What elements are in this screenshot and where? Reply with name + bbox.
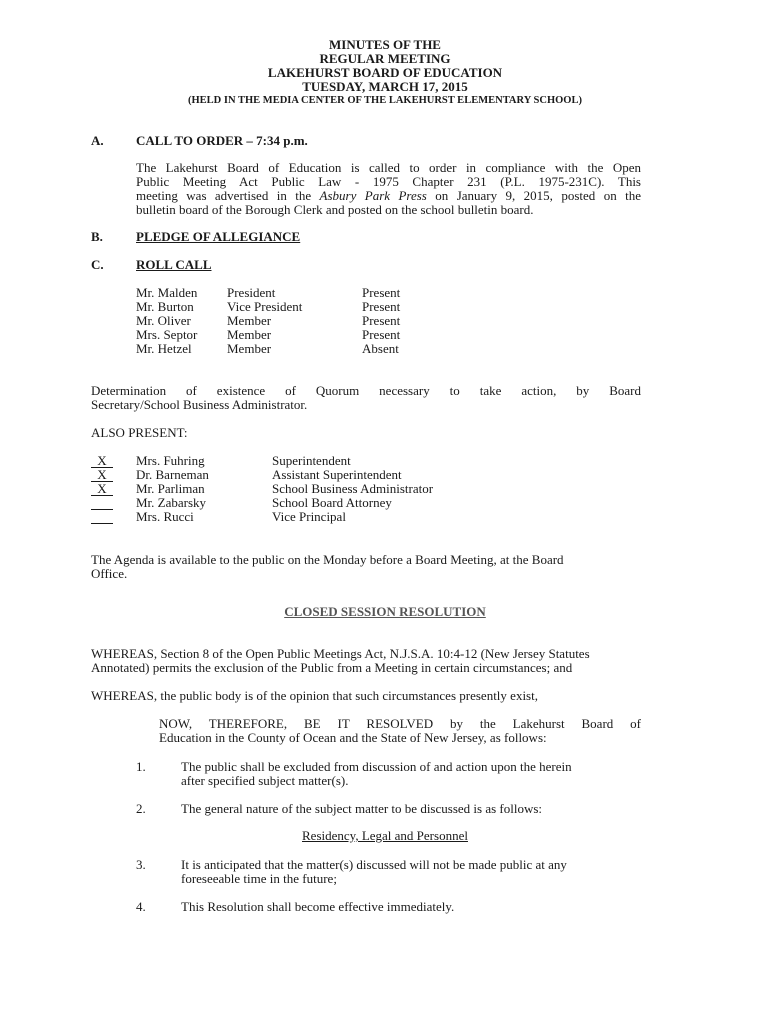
attendance-mark: X bbox=[91, 454, 113, 468]
also-present-row bbox=[0, 482, 770, 496]
whereas-1-line-1: WHEREAS, Section 8 of the Open Public Meetings Act, N.J.S.A. 10:4-12 (New Jersey Statutes bbox=[91, 646, 590, 661]
also-present-row bbox=[0, 468, 770, 482]
call-to-order-line-3-b: on January 9, 2015, posted on the bbox=[426, 188, 641, 203]
quorum-line-1: Determination of existence of Quorum necessary to take action, by Board bbox=[91, 383, 641, 398]
attendee-title: Superintendent bbox=[272, 453, 351, 468]
resolution-item-line-2: foreseeable time in the future; bbox=[181, 871, 337, 886]
attendee-name: Mrs. Fuhring bbox=[136, 453, 205, 468]
resolution-item-number: 4. bbox=[136, 899, 146, 914]
resolution-item-line-1: The public shall be excluded from discussion of and action upon the herein bbox=[181, 759, 572, 774]
roll-call-row bbox=[0, 342, 770, 356]
resolution-item-line-1: This Resolution shall become effective immediately. bbox=[181, 899, 455, 914]
section-a-title: CALL TO ORDER – 7:34 p.m. bbox=[136, 133, 308, 148]
resolved-line-2: Education in the County of Ocean and the State of New Jersey, as follows: bbox=[159, 730, 547, 745]
section-b-title: PLEDGE OF ALLEGIANCE bbox=[136, 229, 301, 244]
header-title: MINUTES OF THE bbox=[329, 37, 441, 52]
member-name: Mr. Hetzel bbox=[136, 341, 192, 356]
also-present-row bbox=[0, 510, 770, 524]
header-location: (HELD IN THE MEDIA CENTER OF THE LAKEHURST ELEMENTARY SCHOOL) bbox=[188, 95, 582, 106]
agenda-line-2: Office. bbox=[91, 566, 128, 581]
header-meeting-type: REGULAR MEETING bbox=[319, 51, 451, 66]
whereas-1-line-2: Annotated) permits the exclusion of the Public from a Meeting in certain circumstances; and bbox=[91, 660, 573, 675]
attendance-mark: X bbox=[91, 482, 113, 496]
also-present-label: ALSO PRESENT: bbox=[91, 425, 188, 440]
attendee-title: Vice Principal bbox=[272, 509, 346, 524]
header-date: TUESDAY, MARCH 17, 2015 bbox=[302, 79, 468, 94]
member-status: Absent bbox=[362, 341, 399, 356]
section-c-title: ROLL CALL bbox=[136, 257, 212, 272]
member-status: Present bbox=[362, 285, 401, 300]
agenda-line-1: The Agenda is available to the public on the Monday before a Board Meeting, at the Board bbox=[91, 552, 564, 567]
closed-session-title: CLOSED SESSION RESOLUTION bbox=[284, 604, 486, 619]
member-status: Present bbox=[362, 299, 401, 314]
member-status: Present bbox=[362, 313, 401, 328]
call-to-order-line-3 bbox=[136, 189, 641, 203]
also-present-row bbox=[0, 496, 770, 510]
resolved-line-1: NOW, THEREFORE, BE IT RESOLVED by the Lakehurst Board of bbox=[159, 716, 641, 731]
resolution-item-number: 2. bbox=[136, 801, 146, 816]
header-board-name: LAKEHURST BOARD OF EDUCATION bbox=[267, 65, 503, 80]
attendee-name: Mr. Parliman bbox=[136, 481, 205, 496]
resolution-item-line-1: It is anticipated that the matter(s) discussed will not be made public at any bbox=[181, 857, 567, 872]
resolution-item-number: 1. bbox=[136, 759, 146, 774]
roll-call-row bbox=[0, 328, 770, 342]
call-to-order-line-4: bulletin board of the Borough Clerk and posted on the school bulletin board. bbox=[136, 202, 534, 217]
section-a-letter: A. bbox=[91, 133, 104, 148]
whereas-2: WHEREAS, the public body is of the opinion that such circumstances presently exist, bbox=[91, 688, 538, 703]
attendee-title: School Board Attorney bbox=[272, 495, 392, 510]
section-c-letter: C. bbox=[91, 257, 104, 272]
attendee-name: Mrs. Rucci bbox=[136, 509, 194, 524]
member-status: Present bbox=[362, 327, 401, 342]
newspaper-name: Asbury Park Press bbox=[319, 188, 427, 203]
roll-call-row bbox=[0, 314, 770, 328]
member-role: Member bbox=[227, 341, 272, 356]
resolution-item-line-1: The general nature of the subject matter to be discussed is as follows: bbox=[181, 801, 543, 816]
attendee-title: School Business Administrator bbox=[272, 481, 434, 496]
attendance-mark: X bbox=[91, 468, 113, 482]
resolution-item-line-2: after specified subject matter(s). bbox=[181, 773, 349, 788]
attendee-title: Assistant Superintendent bbox=[272, 467, 402, 482]
member-name: Mrs. Septor bbox=[136, 327, 198, 342]
attendance-mark bbox=[91, 496, 113, 510]
member-role: Member bbox=[227, 327, 272, 342]
resolution-item-number: 3. bbox=[136, 857, 146, 872]
call-to-order-line-3-a: meeting was advertised in the bbox=[136, 188, 320, 203]
call-to-order-line-2: Public Meeting Act Public Law - 1975 Chapter 231 (P.L. 1975-231C). This bbox=[136, 174, 641, 189]
attendee-name: Dr. Barneman bbox=[136, 467, 209, 482]
also-present-row bbox=[0, 454, 770, 468]
call-to-order-line-1: The Lakehurst Board of Education is called to order in compliance with the Open bbox=[136, 160, 641, 175]
member-role: Member bbox=[227, 313, 272, 328]
attendee-name: Mr. Zabarsky bbox=[136, 495, 207, 510]
roll-call-row bbox=[0, 286, 770, 300]
member-name: Mr. Malden bbox=[136, 285, 198, 300]
section-b-letter: B. bbox=[91, 229, 103, 244]
member-role: Vice President bbox=[227, 299, 303, 314]
subject-matter: Residency, Legal and Personnel bbox=[302, 828, 468, 843]
member-name: Mr. Burton bbox=[136, 299, 194, 314]
quorum-line-2: Secretary/School Business Administrator. bbox=[91, 397, 308, 412]
member-role: President bbox=[227, 285, 276, 300]
roll-call-row bbox=[0, 300, 770, 314]
attendance-mark bbox=[91, 510, 113, 524]
member-name: Mr. Oliver bbox=[136, 313, 191, 328]
